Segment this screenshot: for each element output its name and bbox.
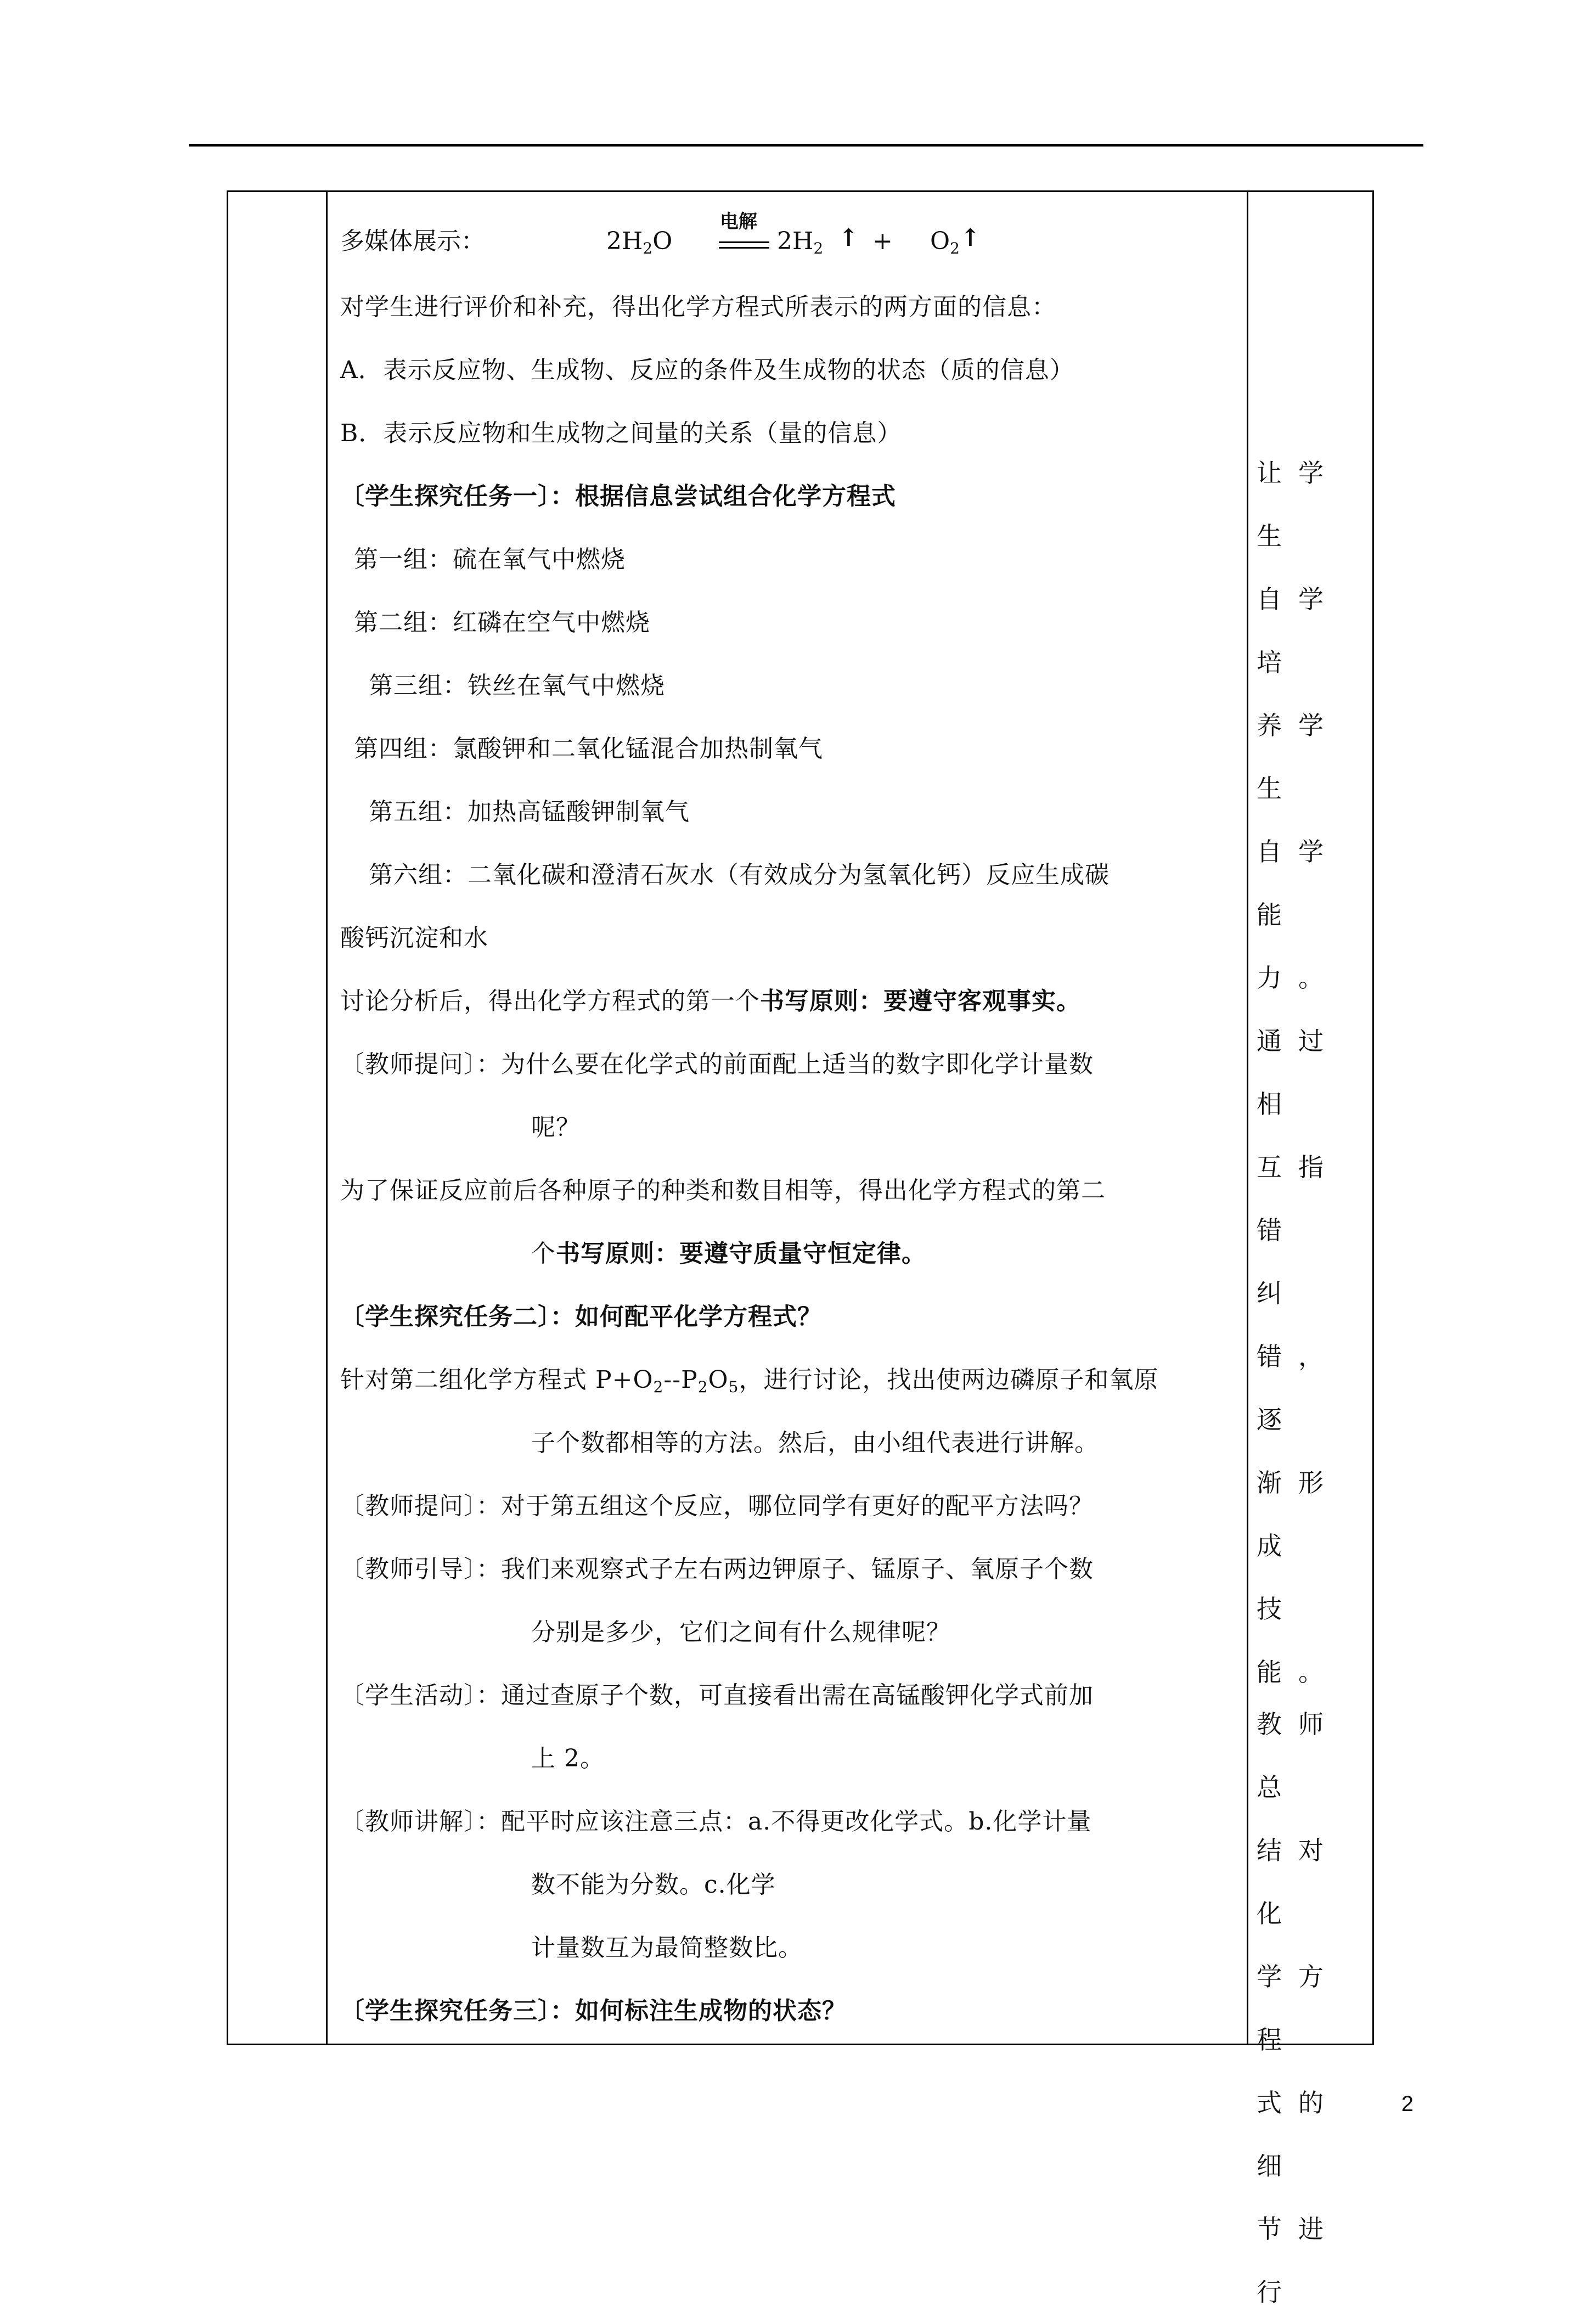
column-divider-2 [1247,192,1248,2044]
text-line: 第二组：红磷在空气中燃烧 [354,609,650,637]
lesson-table [227,190,1374,2045]
text-line: 第一组：硫在氧气中燃烧 [354,545,626,573]
text-line: 子个数都相等的方法。然后，由小组代表进行讲解。 [531,1429,1099,1457]
text-line: 〔学生活动〕：通过查原子个数，可直接看出需在高锰酸钾化学式前加 [340,1681,1094,1709]
text-line: 〔教师提问〕：对于第五组这个反应，哪位同学有更好的配平方法吗？ [340,1492,1094,1520]
page-number: 2 [1401,2092,1414,2116]
task-heading: 〔学生探究任务二〕：如何配平化学方程式？ [340,1303,822,1331]
task-heading: 〔学生探究任务一〕：根据信息尝试组合化学方程式 [340,482,896,510]
text-line: 为了保证反应前后各种原子的种类和数目相等，得出化学方程式的第二 [340,1177,1106,1205]
text-line: 个书写原则：要遵守质量守恒定律。 [531,1240,926,1268]
text-line: 第四组：氯酸钾和二氧化锰混合加热制氧气 [354,735,823,763]
text-line: 呢？ [531,1113,581,1141]
text-line: 第三组：铁丝在氧气中燃烧 [369,672,665,700]
text-line: A．表示反应物、生成物、反应的条件及生成物的状态（质的信息） [340,356,1074,384]
side-note-2: 通过相 互指错 纠错，逐 渐形成 技能。 [1257,1026,1340,1687]
text-line: 〔教师提问〕：为什么要在化学式的前面配上适当的数字即化学计量数 [340,1050,1094,1078]
text-line: 第六组：二氧化碳和澄清石灰水（有效成分为氢氧化钙）反应生成碳 [369,861,1110,889]
text-line: 上 2。 [531,1745,605,1772]
text-line: B．表示反应物和生成物之间量的关系（量的信息） [340,419,902,447]
electrolysis-equation [0,207,1588,268]
text-line: 〔教师讲解〕：配平时应该注意三点：a.不得更改化学式。b.化学计量 [340,1808,1092,1836]
text-line: 数不能为分数。c.化学 [531,1871,776,1899]
equation-bar-bottom [719,247,769,249]
text-line: 计量数互为最简整数比。 [531,1934,803,1962]
up-arrow-icon: ↑ [838,224,859,252]
text-line: 针对第二组化学方程式 $P+O_2--P_2O_5$，进行讨论，找出使两边磷原子和氧原 [340,1366,1159,1396]
text-line: 〔教师引导〕：我们来观察式子左右两边钾原子、锰原子、氧原子个数 [340,1555,1094,1583]
equation-plus: + [872,227,893,255]
text-line: 对学生进行评价和补充，得出化学方程式所表示的两方面的信息： [340,293,1056,321]
equation-condition: 电解 [720,211,757,233]
task-heading: 〔学生探究任务三〕：如何标注生成物的状态？ [340,1997,847,2025]
column-divider-1 [326,192,328,2044]
equation-bar-top [719,241,769,243]
header-rule [189,144,1423,147]
equation-reactant: $2H_2O$ [606,227,673,257]
side-note-3: 教师总 结对化 学方程 式的细 节进行 [1257,1709,1340,2307]
text-line: 酸钙沉淀和水 [340,924,488,952]
equation-product-1: $2H_2$ [777,227,824,257]
equation-product-2: $O_2$ [930,227,960,257]
text-line: 第五组：加热高锰酸钾制氧气 [369,798,690,826]
up-arrow-icon: ↑ [960,224,981,252]
side-note-1: 让学生 自学培 养学生 自学能 力。 [1257,458,1340,993]
text-line: 分别是多少，它们之间有什么规律呢？ [531,1618,951,1646]
text-line: 讨论分析后，得出化学方程式的第一个书写原则：要遵守客观事实。 [340,987,1081,1015]
equation-label: 多媒体展示： [340,227,485,255]
